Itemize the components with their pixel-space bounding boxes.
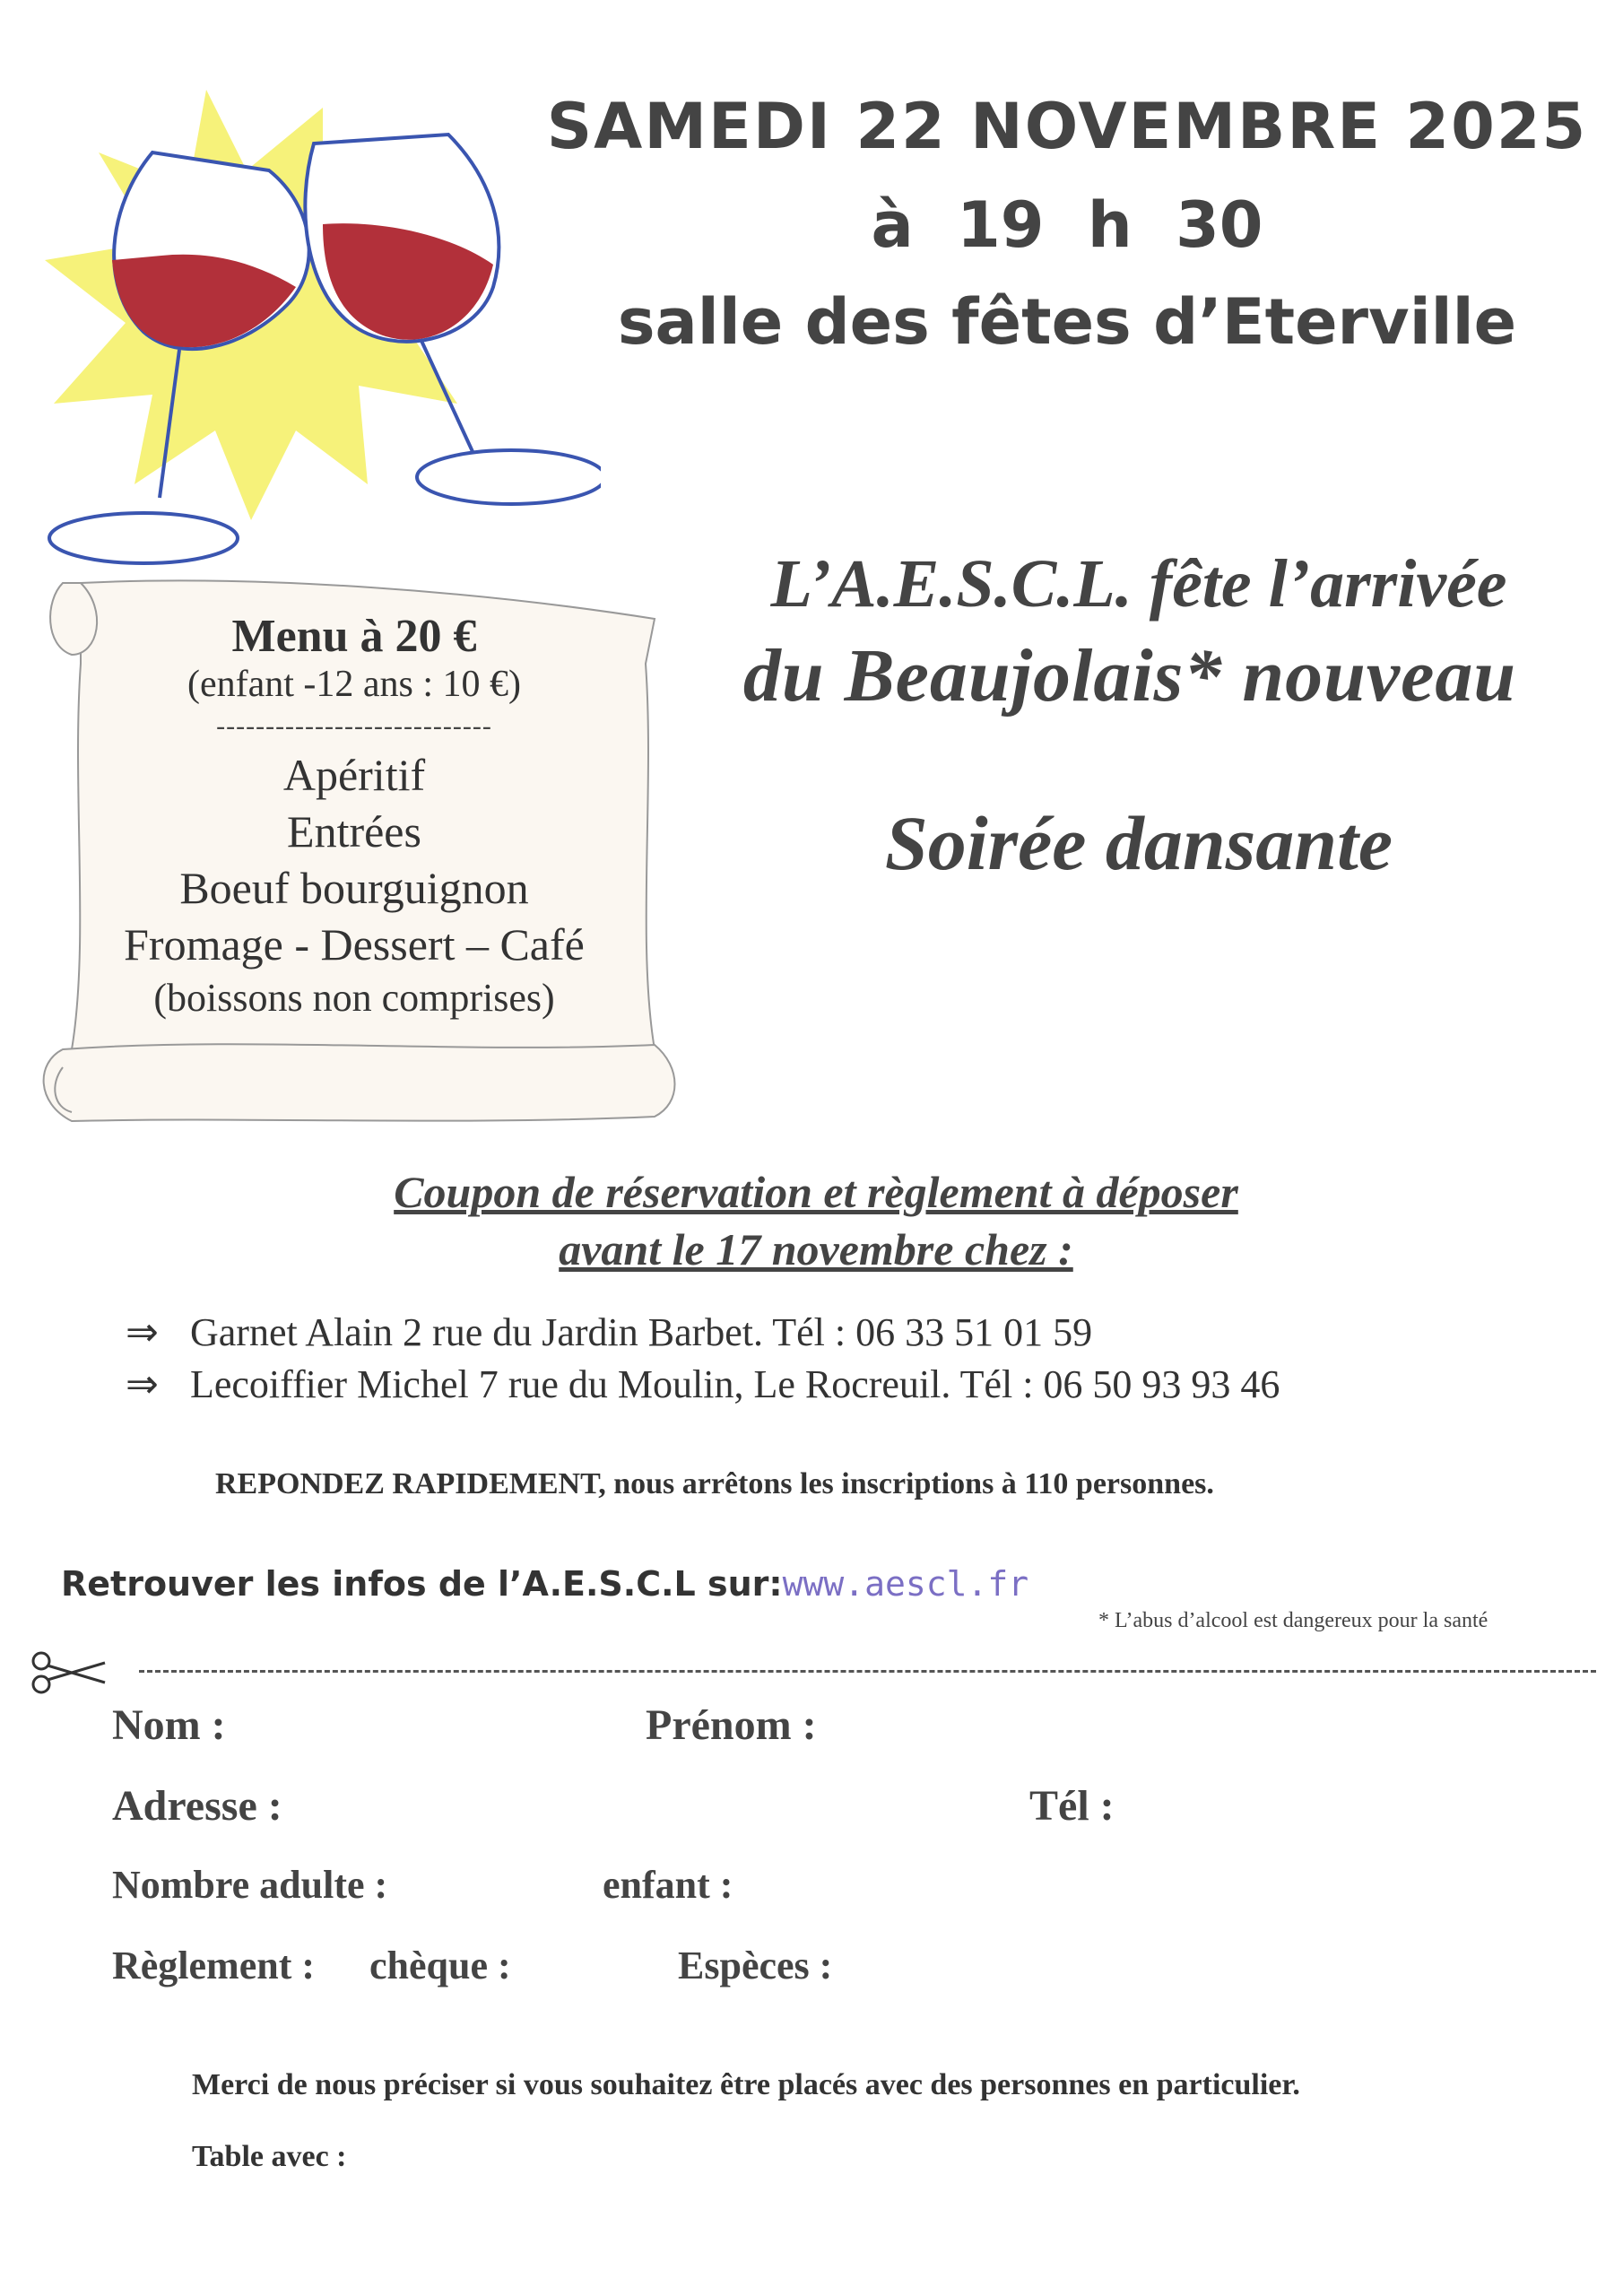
menu-box xyxy=(85,610,623,1023)
form-label-adulte: Nombre adulte : xyxy=(112,1863,388,1907)
event-date: SAMEDI 22 NOVEMBRE 2025 xyxy=(546,90,1588,163)
contact-address-text: Garnet Alain 2 rue du Jardin Barbet. Tél : 06 33 51 01 59 xyxy=(190,1310,1093,1354)
arrow-right-icon: ⇒ xyxy=(126,1362,159,1406)
wine-glasses-illustration xyxy=(27,54,601,592)
menu-child-price: (enfant -12 ans : 10 €) xyxy=(187,664,522,705)
form-label-prenom: Prénom : xyxy=(646,1701,817,1749)
form-label-nom: Nom : xyxy=(112,1701,226,1749)
form-label-adresse: Adresse : xyxy=(112,1782,282,1830)
cut-line xyxy=(139,1670,1596,1673)
menu-separator: ---------------------------- xyxy=(216,711,492,741)
event-place: salle des fêtes d’Eterville xyxy=(617,285,1517,359)
event-title-line1: L’A.E.S.C.L. fête l’arrivée xyxy=(770,546,1507,622)
menu-item: Apéritif xyxy=(282,750,426,800)
form-label-reglement: Règlement : xyxy=(112,1944,316,1987)
form-label-table: Table avec : xyxy=(192,2140,347,2173)
contact-address xyxy=(126,1309,1092,1355)
website-link[interactable]: www.aescl.fr xyxy=(782,1564,1029,1604)
menu-item: Fromage - Dessert – Café xyxy=(124,919,585,970)
form-label-especes: Espèces : xyxy=(678,1944,833,1987)
menu-item: Entrées xyxy=(287,806,421,857)
coupon-heading-line1: Coupon de réservation et règlement à déposer xyxy=(394,1167,1238,1217)
arrow-right-icon: ⇒ xyxy=(126,1310,159,1354)
menu-note: (boissons non comprises) xyxy=(153,976,555,1020)
info-line xyxy=(61,1564,1028,1604)
seating-request-note: Merci de nous préciser si vous souhaitez être placés avec des personnes en particulier. xyxy=(192,2068,1300,2101)
event-time: à 19 h 30 xyxy=(871,188,1263,262)
scissors-icon xyxy=(29,1650,109,1695)
alcohol-warning: * L’abus d’alcool est dangereux pour la santé xyxy=(1098,1609,1488,1632)
coupon-heading-line2: avant le 17 novembre chez : xyxy=(559,1224,1073,1274)
urgent-notice: REPONDEZ RAPIDEMENT, nous arrêtons les inscriptions à 110 personnes. xyxy=(215,1467,1214,1500)
form-label-enfant: enfant : xyxy=(603,1863,733,1907)
contact-address xyxy=(126,1361,1280,1407)
menu-item: Boeuf bourguignon xyxy=(179,863,529,913)
contact-address-text: Lecoiffier Michel 7 rue du Moulin, Le Rocreuil. Tél : 06 50 93 93 46 xyxy=(190,1362,1280,1406)
form-label-tel: Tél : xyxy=(1029,1782,1115,1830)
menu-title: Menu à 20 € xyxy=(231,611,477,662)
form-label-cheque: chèque : xyxy=(369,1944,511,1987)
info-text: Retrouver les infos de l’A.E.S.C.L sur: xyxy=(61,1564,783,1604)
event-subtitle: Soirée dansante xyxy=(884,800,1393,886)
event-title-line2: du Beaujolais* nouveau xyxy=(742,634,1517,718)
